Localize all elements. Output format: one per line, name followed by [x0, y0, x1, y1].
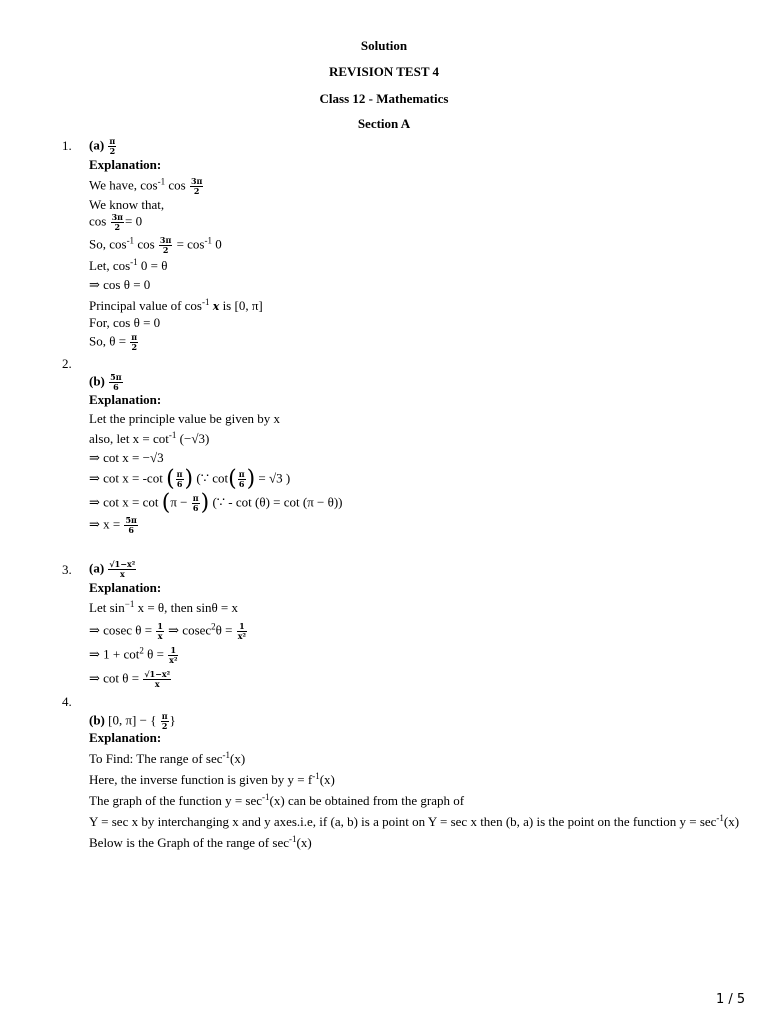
explanation-label: Explanation:	[89, 157, 162, 172]
step-line: Y = sec x by interchanging x and y axes.i.e, if (a, b) is a point on Y = sec x then (b, a) is the point on the function $y = \sec^{-1}(x)$	[89, 813, 740, 829]
question-number: 2.	[62, 356, 72, 371]
step-line: Let $\sin^{-1} x = \theta$, then sinθ = x	[89, 599, 238, 615]
explanation-label: Explanation:	[89, 730, 162, 745]
doc-title-test: REVISION TEST 4	[328, 64, 440, 79]
question-number: 1.	[62, 138, 72, 153]
step-line: So, $\cos^{-1} \cos$ $\frac{3\pi}{2}$ = $\cos^{-1} 0$	[89, 235, 222, 255]
step-line: ⇒ cos θ = 0	[89, 277, 151, 292]
step-line: We know that,	[89, 197, 165, 212]
doc-title-class: Class 12 - Mathematics	[319, 91, 449, 106]
step-line: ⇒ cot x = -cot ( $\frac{\pi}{6}$ ) (∵ cot( $\frac{\pi}{6}$ ) = √3 )	[89, 466, 291, 492]
section-heading: Section A	[357, 116, 411, 131]
step-line: cos $\frac{3\pi}{2}$ = 0	[89, 212, 143, 232]
doc-title-solution: Solution	[360, 38, 408, 53]
step-line: ⇒ cosec θ = $\frac{1}{x}$ ⇒ cosec$^2$θ = $\frac{1}{\text{x²}}$	[89, 621, 247, 641]
question-number: 4.	[62, 694, 72, 709]
answer-line: (a) $\frac{\text{√1−x²}}{x}$	[89, 559, 136, 579]
step-line: also, let $x = \cot^{-1} (-√3)$	[89, 430, 210, 446]
explanation-label: Explanation:	[89, 580, 162, 595]
step-line: ⇒ cot θ = $\frac{\text{√1−x²}}{x}$	[89, 669, 171, 689]
answer-line: (b) [0, π] − { $\frac{\pi}{2}$ }	[89, 711, 176, 731]
step-line: Let the principle value be given by x	[89, 411, 280, 426]
step-line: For, cos θ = 0	[89, 315, 161, 330]
step-line: Here, the inverse function is given by $y = f^{-1}(x)$	[89, 771, 335, 787]
page-number: 1 / 5	[716, 992, 746, 1007]
answer-fraction: $\frac{\text{√1−x²}}{x}$	[109, 559, 136, 579]
answer-fraction: $\frac{\pi}{2}$	[109, 136, 116, 156]
step-line: The graph of the function $y = \sec^{-1}(x)$ can be obtained from the graph of	[89, 792, 465, 808]
answer-fraction: $\frac{5\pi}{6}$	[110, 372, 122, 392]
answer-option: (a)	[89, 137, 105, 153]
answer-line: (b) $\frac{5\pi}{6}$	[89, 372, 122, 392]
step-line: Let, $\cos^{-1} 0 = \theta$	[89, 257, 168, 273]
step-line: Principal value of $\cos^{-1} x$ is [0, π]	[89, 297, 263, 313]
step-line: ⇒ $1 + \cot^2 \theta$ = $\frac{1}{\text{x²}}$	[89, 645, 178, 665]
question-number: 3.	[62, 562, 72, 577]
explanation-label: Explanation:	[89, 392, 162, 407]
step-line: To Find: The range of $\sec^{-1}(x)$	[89, 750, 246, 766]
step-line: We have, $\cos^{-1} \cos$ $\frac{3\pi}{2}$	[89, 176, 203, 196]
step-line: Below is the Graph of the range of $\sec^{-1}(x)$	[89, 834, 312, 850]
step-line: ⇒ cot x = −√3	[89, 450, 164, 465]
step-line: ⇒ cot x = cot (π − $\frac{\pi}{6}$ ) (∵ - cot (θ) = cot (π − θ))	[89, 490, 343, 516]
step-line: ⇒ x = $\frac{5\pi}{6}$	[89, 515, 137, 535]
step-line: So, θ = $\frac{\pi}{2}$	[89, 332, 138, 352]
answer-line	[89, 137, 117, 156]
